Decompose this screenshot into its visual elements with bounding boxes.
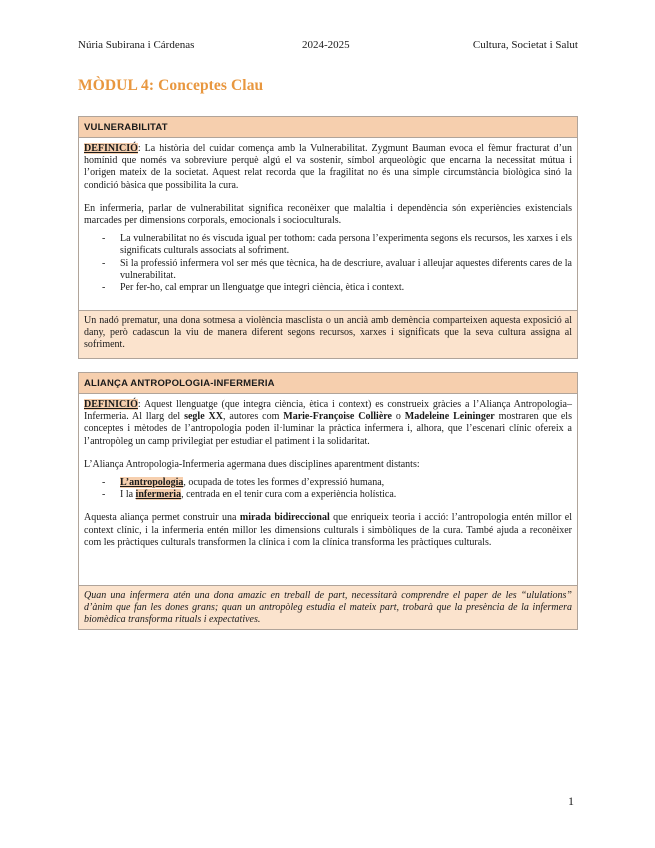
definition-label: DEFINICIÓ (84, 143, 138, 154)
bold-term: Madeleine Leininger (404, 411, 495, 423)
section-body (79, 394, 577, 549)
paragraph: En infermeria, parlar de vulnerabilitat significa reconèixer que malaltia i dependència són experiències existencials marcades per dimensions corporals, emocionals i socioculturals. (84, 202, 572, 227)
bold-term: mirada bidireccional (239, 512, 330, 524)
module-title: MÒDUL 4: Conceptes Clau (78, 77, 264, 94)
bullet-list (84, 477, 572, 501)
definition-text: mostraren que els conceptes i mètodes de l’antropologia poden il·luminar la pràctica infermera i, alhora, que l’escenari clínic ofereix a l’antropòleg un camp privilegiat per estudiar el patiment i la solidaritat. (84, 411, 572, 447)
section-alianca (78, 372, 578, 630)
highlight-term: L’antropologia (120, 477, 184, 489)
list-item (84, 489, 572, 501)
definition-label: DEFINICIÓ (84, 399, 138, 410)
definition-text: , autores com (222, 411, 284, 423)
definition-paragraph (84, 143, 572, 192)
page-header (78, 39, 578, 53)
page-number: 1 (568, 794, 574, 808)
definition-text: : La història del cuidar comença amb la Vulnerabilitat. Zygmunt Bauman evoca el fèmur fracturat d’un homínid que només va sobreviure perquè algú el va sostenir, símbol arqueològic que encarna la necessitat mútua i l’origen mateix de la societat. Aquest relat recorda que la fragilitat no és una simple circumstància biològica sinó la condició bàsica que possibilita la cura. (84, 143, 572, 191)
bold-term: Marie-Françoise Collière (283, 411, 392, 423)
paragraph-text: Aquesta aliança permet construir una (84, 512, 240, 524)
paragraph-text: que enriqueix teoria i acció: l’antropologia entén millor el context clínic, i la infermeria entén millor les dimensions culturals i simbòliques de la cura. També ajuda a reconèixer com les pràctiques culturals transformen la clínica i com la clínica transforma les pràctiques culturals. (84, 512, 572, 548)
header-year: 2024-2025 (302, 39, 350, 51)
highlight-term: infermeria (135, 489, 182, 501)
list-item-text: I la (120, 489, 136, 501)
section-heading: ALIANÇA ANTROPOLOGIA-INFERMERIA (79, 373, 577, 394)
list-item-text: , centrada en el tenir cura com a experiència holística. (181, 489, 397, 501)
example-note: Un nadó prematur, una dona sotmesa a violència masclista o un ancià amb demència comparteixen aquesta exposició al dany, però cadascun la viu de manera diferent segons recursos, xarxes i significats que la seva cultura assigna al sofriment. (79, 310, 577, 358)
definition-text: o (391, 411, 405, 423)
list-item: - Per fer-ho, cal emprar un llenguatge que integri ciència, ètica i context. (84, 282, 572, 294)
section-vulnerabilitat (78, 116, 578, 359)
bullet-list (84, 233, 572, 294)
list-item: - Si la professió infermera vol ser més que tècnica, ha de descriure, avaluar i alleujar aquestes diferents cares de la vulnerabilitat. (84, 258, 572, 282)
section-body (79, 138, 577, 294)
paragraph: L’Aliança Antropologia-Infermeria agermana dues disciplines aparentment distants: (84, 458, 420, 470)
bold-term: segle XX (184, 411, 223, 423)
list-item (84, 477, 572, 489)
list-item-text: , ocupada de totes les formes d’expressió humana, (183, 477, 385, 489)
header-course: Cultura, Societat i Salut (472, 39, 578, 51)
list-item: - La vulnerabilitat no és viscuda igual per tothom: cada persona l’experimenta segons els recursos, les xarxes i els significats culturals associats al sofriment. (84, 233, 572, 257)
section-heading: VULNERABILITAT (79, 117, 577, 138)
definition-text: : Aquest llenguatge (que integra ciència, ètica i context) es construeix gràcies a l’Aliança Antropologia–Infermeria. Al llarg del (84, 399, 572, 423)
header-author: Núria Subirana i Cárdenas (78, 39, 195, 51)
definition-paragraph (84, 399, 572, 448)
example-note: Quan una infermera atén una dona amazic en treball de part, necessitarà comprendre el paper de les “ululations” d’ànim que fan les dones grans; quan un antropòleg estudia el mateix part, trobarà que la presència de la infermera biomèdica transforma rituals i expectatives. (79, 585, 577, 629)
paragraph (84, 512, 572, 549)
